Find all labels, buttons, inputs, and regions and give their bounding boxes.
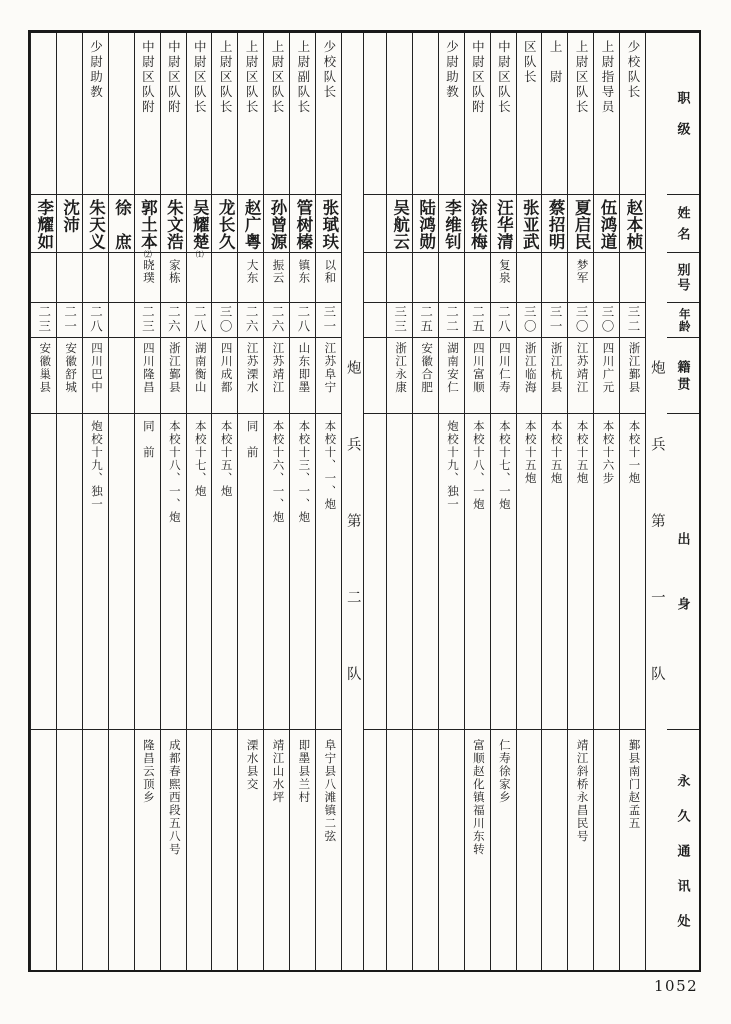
person-name: 吴耀楚⑴ [187, 195, 212, 253]
row-header-alias [667, 253, 699, 303]
person-column [30, 33, 56, 970]
person-name: 沈沛 [57, 195, 82, 253]
person-address: 成都春熙西段五八号 [167, 739, 180, 857]
person-native-place: 安徽合肥 [413, 338, 438, 414]
person-name: 蔡招明 [542, 195, 567, 253]
person-origin: 同 前 [135, 414, 160, 731]
person-age: 二八 [187, 303, 212, 338]
person-column [56, 33, 82, 970]
person-rank: 少校队长 [316, 33, 341, 195]
empty-column [363, 33, 386, 970]
person-origin: 本校十八、一炮 [465, 414, 490, 731]
person-age: 二八 [290, 303, 315, 338]
person-age [109, 303, 134, 338]
person-native-place: 四川成都 [212, 338, 237, 414]
person-address [542, 730, 567, 970]
row-header-age [667, 303, 699, 338]
person-rank [57, 33, 82, 195]
person-origin: 本校十三、一、炮 [290, 414, 315, 731]
person-rank [413, 33, 438, 195]
row-header-column [667, 33, 699, 970]
person-alias: 以和 [316, 253, 341, 303]
person-alias [517, 253, 542, 303]
person-rank: 上尉副队长 [290, 33, 315, 195]
row-header-origin [667, 414, 699, 731]
person-native-place [109, 338, 134, 414]
person-column [541, 33, 567, 970]
person-column [211, 33, 237, 970]
person-age: 三三 [387, 303, 412, 338]
person-column [108, 33, 134, 970]
person-rank: 上尉指导员 [594, 33, 619, 195]
person-address: 溧水县交 [245, 739, 258, 792]
person-age: 三一 [542, 303, 567, 338]
person-column [186, 33, 212, 970]
person-alias [620, 253, 645, 303]
person-native-place: 浙江鄞县 [161, 338, 186, 414]
person-age: 二八 [491, 303, 516, 338]
page-number: 1052 [654, 977, 699, 995]
person-origin [109, 414, 134, 731]
person-name: 朱文浩 [161, 195, 186, 253]
person-origin: 本校十七、炮 [187, 414, 212, 731]
person-name: 陆鸿勋 [413, 195, 438, 253]
person-name: 伍鸿道 [594, 195, 619, 253]
person-name: 吴航云 [387, 195, 412, 253]
person-address: 阜宁县八滩镇二弦 [323, 739, 336, 844]
person-column [619, 33, 645, 970]
person-rank: 上尉区队长 [238, 33, 263, 195]
person-column [134, 33, 160, 970]
person-alias [109, 253, 134, 303]
person-rank: 上尉区队长 [568, 33, 593, 195]
person-age: 二六 [264, 303, 289, 338]
person-native-place: 四川仁寿 [491, 338, 516, 414]
person-alias [542, 253, 567, 303]
person-alias: 镇东 [290, 253, 315, 303]
person-column [82, 33, 108, 970]
group-divider-squad-2 [341, 33, 363, 970]
person-origin: 本校十六步 [594, 414, 619, 731]
person-age: 二三 [135, 303, 160, 338]
squad-2-title: 炮兵第二队 [344, 360, 361, 743]
person-address [83, 730, 108, 970]
person-rank: 区队长 [517, 33, 542, 195]
person-address [517, 730, 542, 970]
person-rank: 上尉区队长 [264, 33, 289, 195]
person-address: 靖江斜桥永昌民号 [575, 739, 588, 844]
person-alias [465, 253, 490, 303]
person-rank: 中尉区队附 [161, 33, 186, 195]
person-age: 二三 [31, 303, 56, 338]
person-age: 三〇 [517, 303, 542, 338]
person-address [57, 730, 82, 970]
person-origin: 炮校十九、独一 [83, 414, 108, 731]
person-native-place: 江苏靖江 [264, 338, 289, 414]
person-address: 仁寿徐家乡 [497, 739, 510, 805]
person-origin: 本校十五炮 [517, 414, 542, 731]
person-native-place: 安徽舒城 [57, 338, 82, 414]
person-address: 即墨县兰村 [297, 739, 310, 805]
person-name: 涂铁梅 [465, 195, 490, 253]
person-column [567, 33, 593, 970]
person-name: 朱天义 [83, 195, 108, 253]
person-rank: 少校队长 [620, 33, 645, 195]
person-origin: 本校十五炮 [542, 414, 567, 731]
person-native-place: 浙江临海 [517, 338, 542, 414]
person-column [438, 33, 464, 970]
person-alias: 家栋 [161, 253, 186, 303]
person-rank: 上 尉 [542, 33, 567, 195]
squad-1-title: 炮兵第一队 [648, 360, 665, 743]
person-alias [413, 253, 438, 303]
person-name: 郭土本⑵ [135, 195, 160, 253]
group-divider-squad-1 [645, 33, 667, 970]
person-name: 李耀如 [31, 195, 56, 253]
person-native-place: 四川富顺 [465, 338, 490, 414]
person-origin [31, 414, 56, 731]
person-address: 隆昌云顶乡 [141, 739, 154, 805]
footnote-marker: ⑴ [195, 249, 205, 258]
person-age: 二五 [413, 303, 438, 338]
person-name: 徐 庶 [109, 195, 134, 253]
person-column [412, 33, 438, 970]
person-origin: 本校十五、炮 [212, 414, 237, 731]
person-age: 三〇 [212, 303, 237, 338]
person-alias: 振云 [264, 253, 289, 303]
person-rank: 少尉助教 [439, 33, 464, 195]
person-address: 富顺赵化镇福川东转 [471, 739, 484, 857]
person-address [109, 730, 134, 970]
person-address [31, 730, 56, 970]
person-address [594, 730, 619, 970]
person-name: 孙曾源 [264, 195, 289, 253]
person-native-place: 山东即墨 [290, 338, 315, 414]
person-age: 三二 [620, 303, 645, 338]
row-header-address [667, 730, 699, 970]
person-alias: 大东 [238, 253, 263, 303]
person-address [439, 730, 464, 970]
person-alias [594, 253, 619, 303]
person-name: 张珷玞 [316, 195, 341, 253]
person-origin [387, 414, 412, 731]
person-name: 夏启民 [568, 195, 593, 253]
person-origin: 炮校十九、独一 [439, 414, 464, 731]
person-alias [439, 253, 464, 303]
row-header-native-place [667, 338, 699, 414]
person-name: 张亚武 [517, 195, 542, 253]
person-alias [387, 253, 412, 303]
person-origin: 本校十六、一、炮 [264, 414, 289, 731]
person-name: 管树榛 [290, 195, 315, 253]
person-column [464, 33, 490, 970]
person-column [263, 33, 289, 970]
person-age: 三〇 [594, 303, 619, 338]
person-column [516, 33, 542, 970]
person-rank: 中尉区队长 [491, 33, 516, 195]
person-rank [31, 33, 56, 195]
person-rank: 中尉区队附 [135, 33, 160, 195]
row-header-rank [667, 33, 699, 195]
person-native-place: 江苏溧水 [238, 338, 263, 414]
person-rank [387, 33, 412, 195]
person-alias: 复泉 [491, 253, 516, 303]
row-header-rank-label: 职级 [675, 91, 691, 154]
person-origin: 本校十、一、炮 [316, 414, 341, 731]
person-age: 二五 [465, 303, 490, 338]
row-header-address-label: 永久通讯处 [675, 773, 691, 949]
person-address [212, 730, 237, 970]
row-header-native-place-label: 籍贯 [675, 360, 691, 395]
person-address: 靖江山水坪 [271, 739, 284, 805]
person-alias [31, 253, 56, 303]
row-header-age-label: 年龄 [677, 307, 690, 333]
row-header-origin-label: 出身 [675, 532, 691, 663]
person-native-place: 江苏阜宁 [316, 338, 341, 414]
person-age: 二二 [439, 303, 464, 338]
person-column [160, 33, 186, 970]
person-alias: 晓璞 [135, 253, 160, 303]
person-column [289, 33, 315, 970]
person-alias [187, 253, 212, 303]
person-age: 二六 [161, 303, 186, 338]
person-origin: 本校十七、一炮 [491, 414, 516, 731]
person-address [413, 730, 438, 970]
person-native-place: 浙江永康 [387, 338, 412, 414]
person-origin: 同 前 [238, 414, 263, 731]
footnote-marker: ⑵ [143, 249, 153, 258]
person-name: 汪华清 [491, 195, 516, 253]
person-alias [212, 253, 237, 303]
person-alias [83, 253, 108, 303]
person-address [387, 730, 412, 970]
person-column [237, 33, 263, 970]
person-rank: 中尉区队附 [465, 33, 490, 195]
person-origin: 本校十八、一、炮 [161, 414, 186, 731]
person-age: 二一 [57, 303, 82, 338]
row-header-alias-label: 别号 [675, 263, 691, 294]
person-name: 赵广粤 [238, 195, 263, 253]
person-column [490, 33, 516, 970]
person-name: 龙长久 [212, 195, 237, 253]
person-age: 三一 [316, 303, 341, 338]
row-header-name-label: 姓名 [675, 206, 691, 249]
roster-table [28, 30, 701, 972]
person-name: 赵本桢 [620, 195, 645, 253]
person-column [386, 33, 412, 970]
person-age: 二六 [238, 303, 263, 338]
person-native-place: 湖南衡山 [187, 338, 212, 414]
person-address [187, 730, 212, 970]
row-header-name [667, 195, 699, 253]
person-age: 三〇 [568, 303, 593, 338]
person-rank: 中尉区队长 [187, 33, 212, 195]
person-age: 二八 [83, 303, 108, 338]
person-origin [57, 414, 82, 731]
person-column [315, 33, 341, 970]
person-native-place: 安徽巢县 [31, 338, 56, 414]
person-native-place: 浙江鄞县 [620, 338, 645, 414]
person-alias [57, 253, 82, 303]
person-rank [109, 33, 134, 195]
person-origin [413, 414, 438, 731]
person-native-place: 湖南安仁 [439, 338, 464, 414]
person-alias: 梦军 [568, 253, 593, 303]
person-native-place: 四川隆昌 [135, 338, 160, 414]
person-address: 鄞县南门赵孟五 [627, 739, 640, 831]
person-native-place: 四川广元 [594, 338, 619, 414]
person-column [593, 33, 619, 970]
person-native-place: 浙江杭县 [542, 338, 567, 414]
person-rank: 少尉助教 [83, 33, 108, 195]
person-native-place: 四川巴中 [83, 338, 108, 414]
person-rank: 上尉区队长 [212, 33, 237, 195]
person-origin: 本校十五炮 [568, 414, 593, 731]
person-name: 李维钊 [439, 195, 464, 253]
person-native-place: 江苏靖江 [568, 338, 593, 414]
person-origin: 本校十一炮 [620, 414, 645, 731]
